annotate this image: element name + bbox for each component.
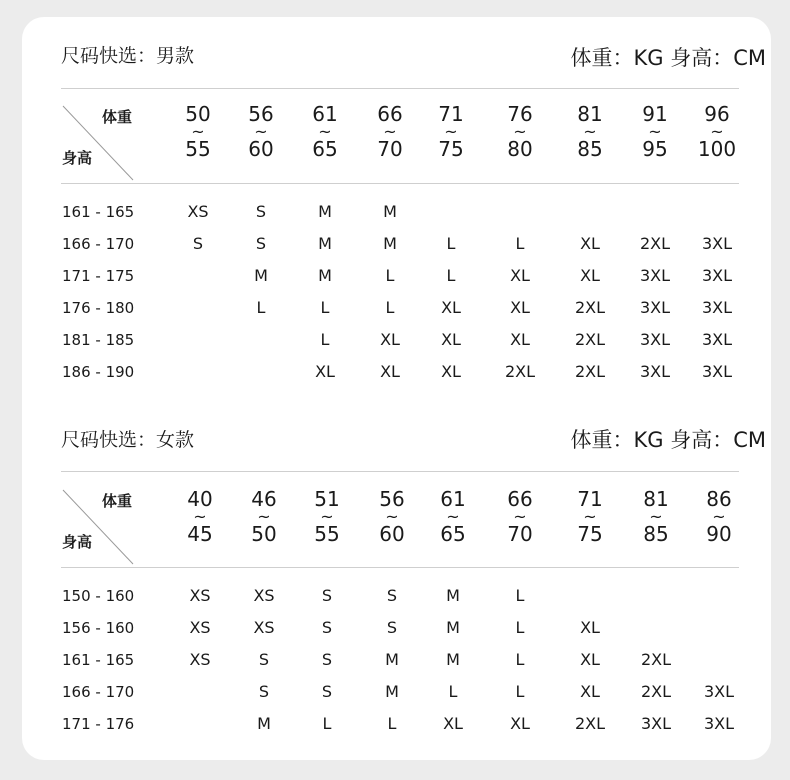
women-size-cell: L — [448, 682, 458, 701]
men-weight-range-1 — [233, 104, 289, 160]
men-size-cell: XL — [510, 330, 530, 349]
men-size-cell: 3XL — [701, 330, 733, 349]
women-size-cell: XS — [189, 618, 211, 637]
weight-range-min: 96 — [704, 102, 730, 126]
women-height-range-label: 171 - 176 — [62, 715, 135, 733]
weight-range-min: 51 — [314, 487, 340, 511]
weight-range-min: 71 — [577, 487, 603, 511]
weight-range-tilde: ~ — [649, 507, 663, 526]
men-size-cell: 2XL — [639, 234, 671, 253]
men-weight-range-7 — [627, 104, 683, 160]
women-weight-range-4 — [425, 489, 481, 545]
weight-range-max: 85 — [643, 522, 669, 546]
weight-range-tilde: ~ — [648, 122, 662, 141]
men-height-range-label: 161 - 165 — [62, 203, 135, 221]
women-height-range-label: 156 - 160 — [62, 619, 135, 637]
men-units-label: 体重：KG 身高：CM — [570, 46, 766, 70]
men-height-range-label: 176 - 180 — [62, 299, 135, 317]
women-size-cell: XL — [580, 618, 600, 637]
weight-range-tilde: ~ — [583, 507, 597, 526]
men-size-cell: XL — [510, 266, 530, 285]
women-size-cell: S — [258, 682, 270, 701]
weight-range-tilde: ~ — [513, 507, 527, 526]
men-size-cell: S — [255, 202, 267, 221]
women-size-cell: S — [386, 586, 398, 605]
women-size-cell: M — [257, 714, 271, 733]
men-weight-range-5 — [492, 104, 548, 160]
weight-range-tilde: ~ — [446, 507, 460, 526]
weight-range-max: 70 — [377, 137, 403, 161]
women-weight-range-3 — [364, 489, 420, 545]
weight-range-min: 71 — [438, 102, 464, 126]
women-size-cell: 3XL — [703, 714, 735, 733]
women-size-cell: L — [322, 714, 332, 733]
weight-range-max: 55 — [314, 522, 340, 546]
women-size-cell: XS — [253, 618, 275, 637]
women-height-range-label: 150 - 160 — [62, 587, 135, 605]
men-size-cell: 2XL — [574, 298, 606, 317]
weight-range-tilde: ~ — [193, 507, 207, 526]
men-size-cell: XL — [580, 266, 600, 285]
women-weight-range-5 — [492, 489, 548, 545]
women-size-cell: L — [515, 650, 525, 669]
men-size-cell: M — [318, 202, 332, 221]
weight-range-min: 61 — [312, 102, 338, 126]
men-size-cell: 2XL — [574, 362, 606, 381]
women-size-cell: M — [446, 618, 460, 637]
women-size-cell: 2XL — [574, 714, 606, 733]
women-weight-range-1 — [236, 489, 292, 545]
women-size-cell: M — [385, 650, 399, 669]
women-section-title: 尺码快选：女款 — [61, 429, 195, 451]
weight-range-tilde: ~ — [712, 507, 726, 526]
weight-range-tilde: ~ — [318, 122, 332, 141]
women-size-cell: XS — [253, 586, 275, 605]
women-size-cell: XL — [580, 682, 600, 701]
weight-range-tilde: ~ — [444, 122, 458, 141]
weight-range-min: 56 — [379, 487, 405, 511]
women-size-cell: XL — [510, 714, 530, 733]
men-header-bottom-divider — [61, 183, 739, 184]
women-size-cell: S — [321, 586, 333, 605]
men-size-cell: 3XL — [639, 362, 671, 381]
weight-range-max: 60 — [248, 137, 274, 161]
weight-range-max: 80 — [507, 137, 533, 161]
men-size-cell: XL — [441, 330, 461, 349]
women-size-cell: S — [321, 618, 333, 637]
weight-range-min: 66 — [507, 487, 533, 511]
men-size-cell: XL — [441, 298, 461, 317]
weight-range-tilde: ~ — [385, 507, 399, 526]
men-size-cell: XL — [315, 362, 335, 381]
women-size-cell: S — [321, 682, 333, 701]
men-size-cell: M — [383, 202, 397, 221]
men-size-cell: L — [320, 298, 330, 317]
men-weight-range-3 — [362, 104, 418, 160]
weight-range-min: 76 — [507, 102, 533, 126]
weight-range-max: 65 — [440, 522, 466, 546]
weight-range-tilde: ~ — [254, 122, 268, 141]
weight-range-max: 50 — [251, 522, 277, 546]
women-size-cell: M — [385, 682, 399, 701]
men-size-cell: XL — [441, 362, 461, 381]
weight-range-max: 45 — [187, 522, 213, 546]
men-size-cell: M — [318, 266, 332, 285]
men-header-top-divider — [61, 88, 739, 89]
men-size-cell: 3XL — [701, 234, 733, 253]
women-size-cell: XS — [189, 650, 211, 669]
weight-range-max: 100 — [697, 137, 737, 161]
women-size-cell: 3XL — [703, 682, 735, 701]
weight-range-max: 95 — [642, 137, 668, 161]
women-size-cell: XL — [443, 714, 463, 733]
weight-range-max: 55 — [185, 137, 211, 161]
men-size-cell: L — [446, 234, 456, 253]
women-size-cell: 2XL — [640, 650, 672, 669]
weight-range-max: 75 — [577, 522, 603, 546]
women-size-cell: L — [515, 618, 525, 637]
men-weight-range-8 — [689, 104, 745, 160]
weight-range-max: 90 — [706, 522, 732, 546]
women-size-cell: M — [446, 650, 460, 669]
men-size-cell: 3XL — [701, 266, 733, 285]
men-size-cell: L — [446, 266, 456, 285]
men-size-cell: L — [256, 298, 266, 317]
weight-range-tilde: ~ — [710, 122, 724, 141]
men-size-cell: XL — [380, 362, 400, 381]
weight-range-min: 66 — [377, 102, 403, 126]
men-height-range-label: 171 - 175 — [62, 267, 135, 285]
men-size-cell: XS — [187, 202, 209, 221]
weight-range-tilde: ~ — [383, 122, 397, 141]
men-height-range-label: 181 - 185 — [62, 331, 135, 349]
weight-range-max: 70 — [507, 522, 533, 546]
women-height-range-label: 161 - 165 — [62, 651, 135, 669]
women-weight-range-2 — [299, 489, 355, 545]
men-size-cell: M — [254, 266, 268, 285]
women-size-cell: 2XL — [640, 682, 672, 701]
weight-range-min: 50 — [185, 102, 211, 126]
weight-range-tilde: ~ — [320, 507, 334, 526]
men-size-cell: XL — [580, 234, 600, 253]
men-size-cell: 3XL — [701, 362, 733, 381]
weight-range-min: 40 — [187, 487, 213, 511]
weight-range-min: 61 — [440, 487, 466, 511]
men-size-cell: S — [192, 234, 204, 253]
men-size-cell: 2XL — [504, 362, 536, 381]
women-size-cell: XL — [580, 650, 600, 669]
weight-range-min: 91 — [642, 102, 668, 126]
weight-range-min: 46 — [251, 487, 277, 511]
men-weight-range-6 — [562, 104, 618, 160]
men-section-title: 尺码快选：男款 — [61, 45, 195, 67]
weight-range-tilde: ~ — [513, 122, 527, 141]
women-header-bottom-divider — [61, 567, 739, 568]
men-height-range-label: 166 - 170 — [62, 235, 135, 253]
men-size-cell: L — [385, 298, 395, 317]
women-size-cell: XS — [189, 586, 211, 605]
women-size-cell: L — [387, 714, 397, 733]
men-size-cell: L — [320, 330, 330, 349]
weight-range-min: 86 — [706, 487, 732, 511]
men-size-cell: S — [255, 234, 267, 253]
weight-range-tilde: ~ — [257, 507, 271, 526]
men-size-cell: 3XL — [639, 266, 671, 285]
women-size-cell: L — [515, 586, 525, 605]
women-size-cell: S — [321, 650, 333, 669]
men-header-height-label: 身高 — [62, 149, 93, 167]
weight-range-max: 65 — [312, 137, 338, 161]
weight-range-max: 75 — [438, 137, 464, 161]
men-size-cell: L — [385, 266, 395, 285]
men-size-cell: L — [515, 234, 525, 253]
men-size-cell: XL — [510, 298, 530, 317]
women-header-height-label: 身高 — [62, 533, 93, 551]
men-size-cell: 3XL — [639, 330, 671, 349]
women-size-cell: S — [386, 618, 398, 637]
men-size-cell: XL — [380, 330, 400, 349]
men-size-cell: 3XL — [639, 298, 671, 317]
weight-range-min: 81 — [643, 487, 669, 511]
men-weight-range-4 — [423, 104, 479, 160]
women-size-cell: M — [446, 586, 460, 605]
men-header-weight-label: 体重 — [102, 108, 133, 126]
men-size-cell: M — [383, 234, 397, 253]
women-size-cell: S — [258, 650, 270, 669]
women-header-weight-label: 体重 — [102, 492, 133, 510]
men-weight-range-2 — [297, 104, 353, 160]
men-size-cell: 3XL — [701, 298, 733, 317]
weight-range-min: 81 — [577, 102, 603, 126]
women-weight-range-8 — [691, 489, 747, 545]
men-weight-range-0 — [170, 104, 226, 160]
weight-range-max: 85 — [577, 137, 603, 161]
men-height-range-label: 186 - 190 — [62, 363, 135, 381]
women-height-range-label: 166 - 170 — [62, 683, 135, 701]
women-header-top-divider — [61, 471, 739, 472]
women-weight-range-6 — [562, 489, 618, 545]
women-weight-range-7 — [628, 489, 684, 545]
women-size-cell: 3XL — [640, 714, 672, 733]
weight-range-min: 56 — [248, 102, 274, 126]
weight-range-tilde: ~ — [191, 122, 205, 141]
weight-range-max: 60 — [379, 522, 405, 546]
women-size-cell: L — [515, 682, 525, 701]
women-units-label: 体重：KG 身高：CM — [570, 428, 766, 452]
men-size-cell: 2XL — [574, 330, 606, 349]
men-size-cell: M — [318, 234, 332, 253]
women-weight-range-0 — [172, 489, 228, 545]
weight-range-tilde: ~ — [583, 122, 597, 141]
